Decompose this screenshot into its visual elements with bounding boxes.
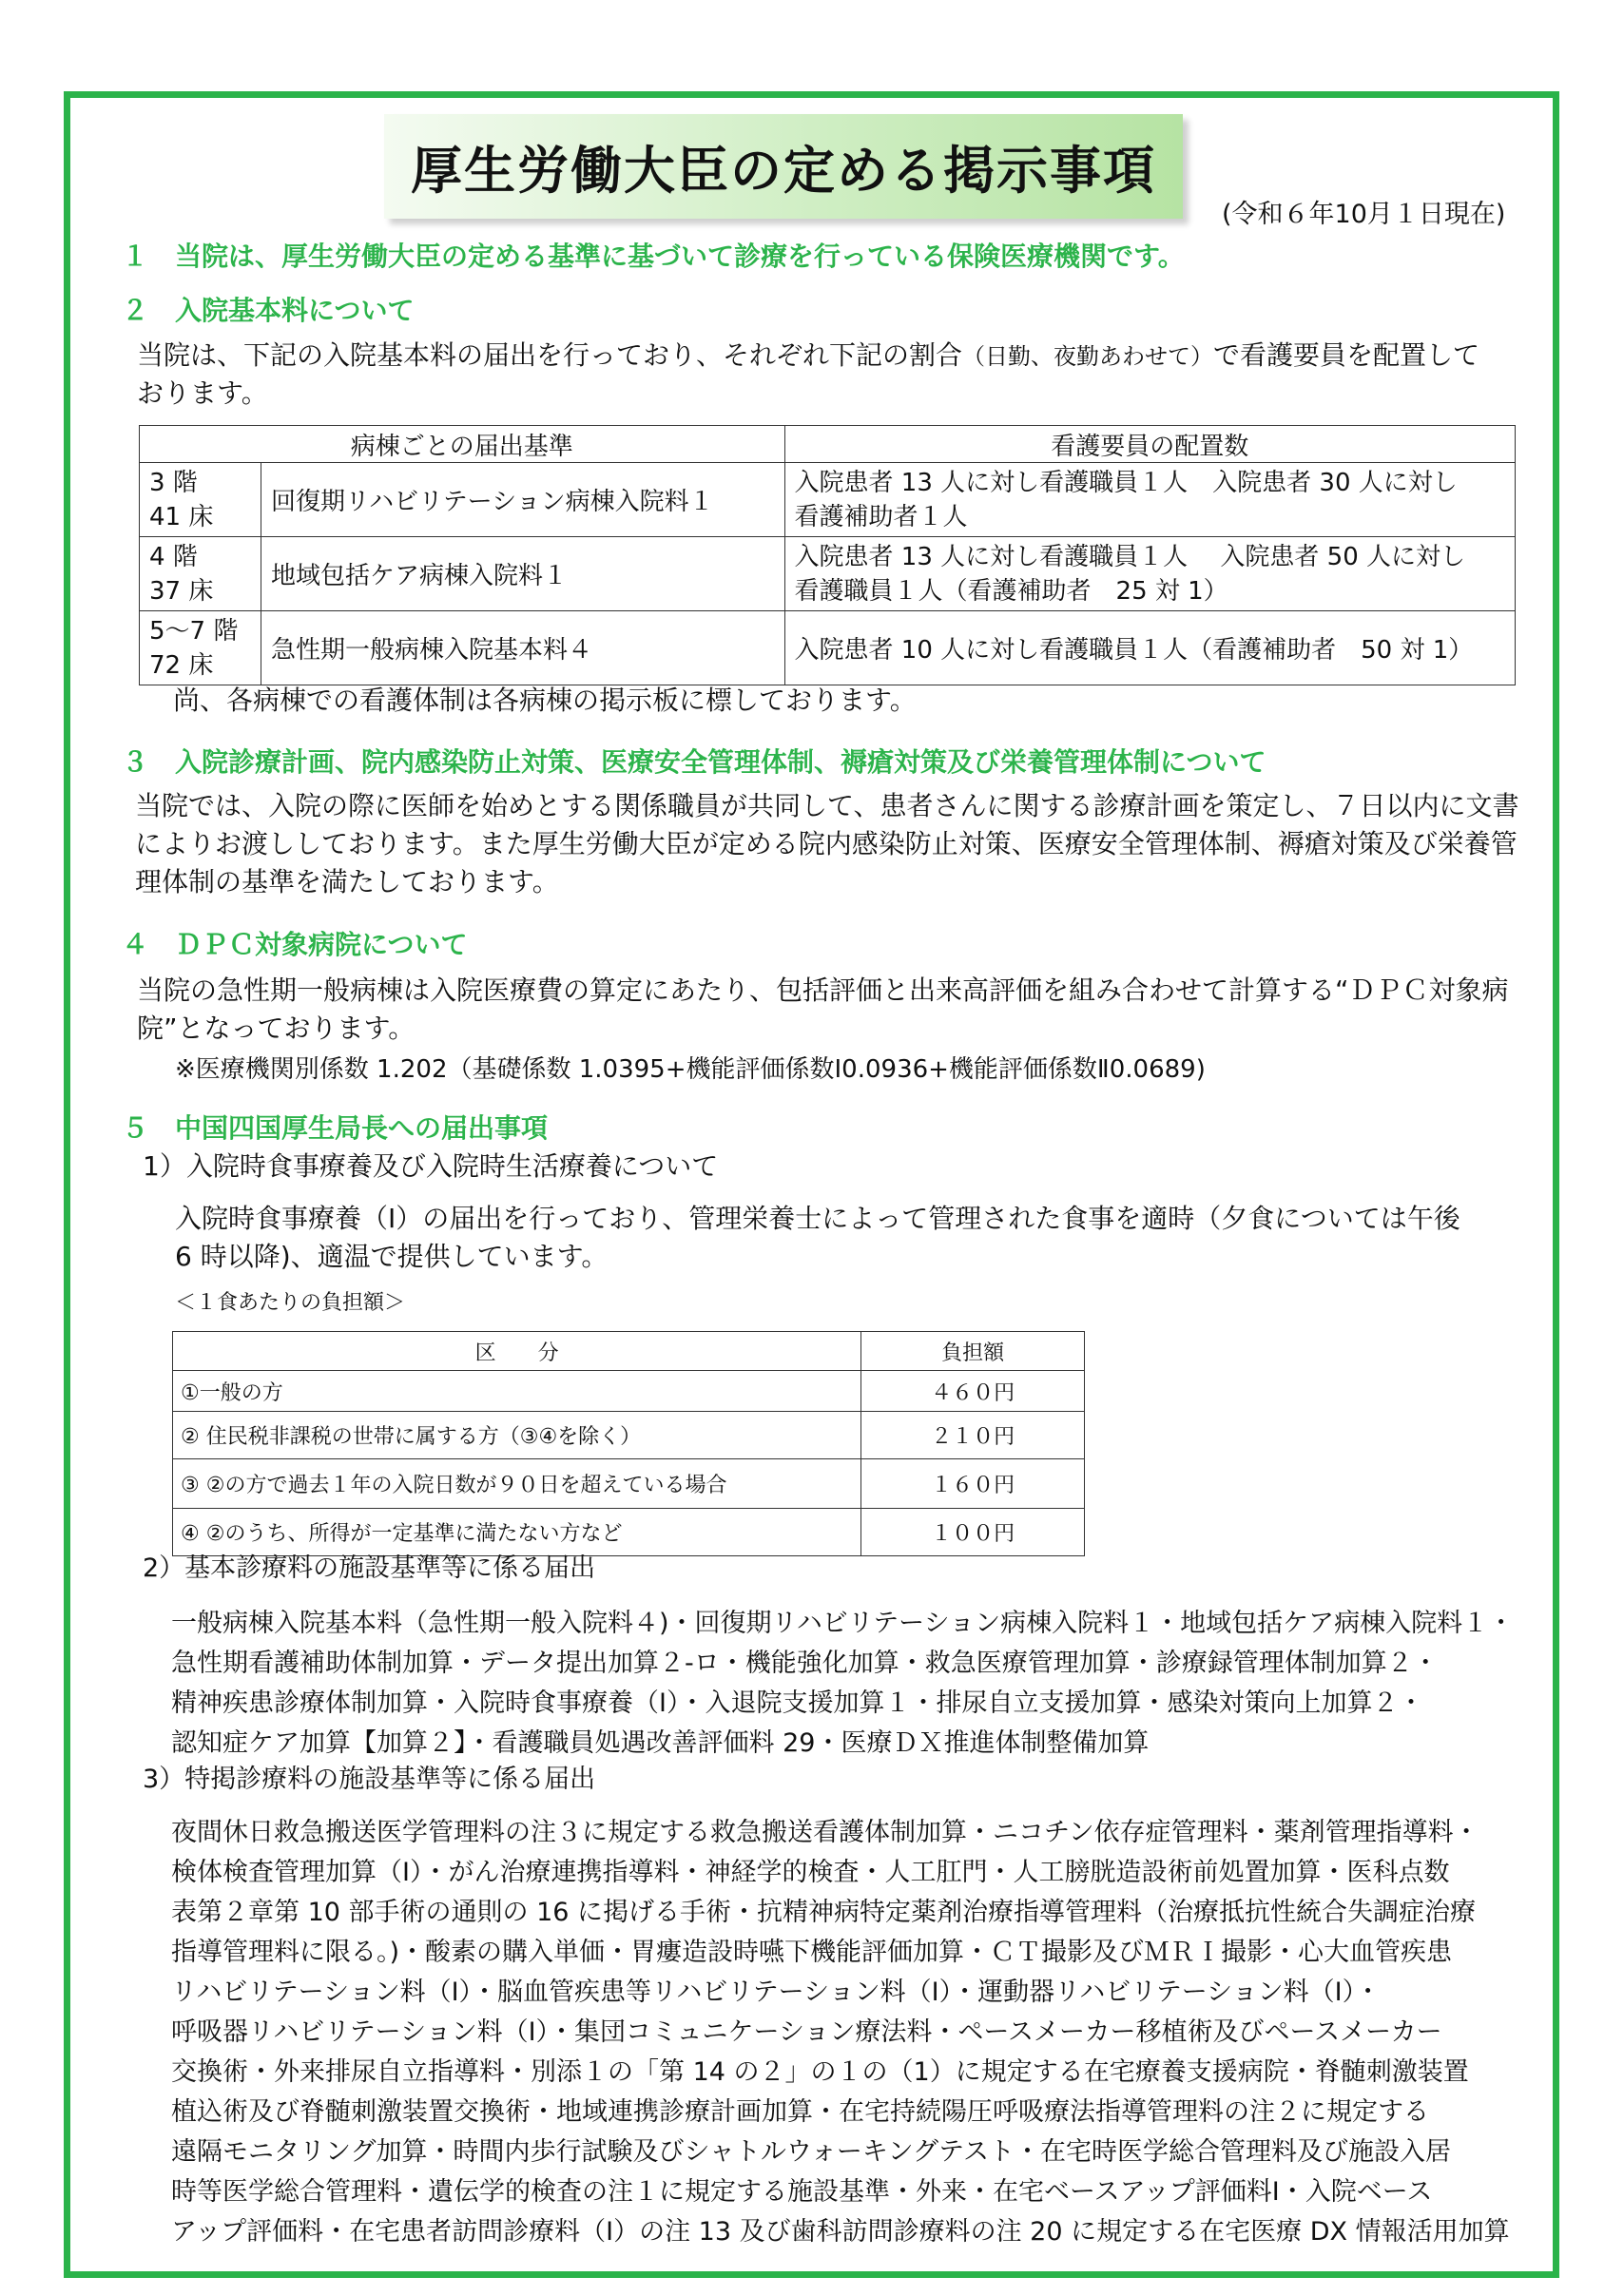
subsection-2-list: 一般病棟入院基本料（急性期一般入院料４)・回復期リハビリテーション病棟入院料１・地域包括ケア病棟入院料１・ 急性期看護補助体制加算・データ提出加算２-ロ・機能強化加算・救急医療管理加算・診療録管理体制加算２・ 精神疾患診療体制加算・入院時食事療養（Ⅰ）・入退院支援加算１・排尿自立支援加算・感染対策向上加算２・ 認知症ケア加算【加算２】・看護職員処遇改善評価料 29・医療ＤＸ推進体制整備加算 <box>171 1609 1515 1758</box>
table-row: ③ ②の方で過去１年の入院日数が９０日を超えている場合 １６０円 <box>173 1459 1085 1509</box>
title-banner <box>384 114 1183 219</box>
section-3-paragraph: 当院では、入院の際に医師を始めとする関係職員が共同して、患者さんに関する診療計画を策定し、７日以内に文書 によりお渡ししております。また厚生労働大臣が定める院内感染防止対策、医療安全管理体制、褥瘡対策及び栄養管 理体制の基準を満たしております。 <box>135 790 1519 897</box>
section-4-coefficient: ※医療機関別係数 1.202（基礎係数 1.0395+機能評価係数Ⅰ0.0936+機能評価係数Ⅱ0.0689) <box>175 1055 1206 1084</box>
section-4-paragraph: 当院の急性期一般病棟は入院医療費の算定にあたり、包括評価と出来高評価を組み合わせて計算する“ＤＰＣ対象病 院”となっております。 <box>137 974 1509 1044</box>
table-row: ④ ②のうち、所得が一定基準に満たない方など １００円 <box>173 1509 1085 1556</box>
meal-cost-table <box>172 1331 1085 1556</box>
section-5-heading: ５ 中国四国厚生局長への届出事項 <box>122 1112 549 1144</box>
ward-staffing-table <box>139 425 1516 685</box>
page-title: 厚生労働大臣の定める掲示事項 <box>411 140 1156 201</box>
meal-cost-caption: ＜１食あたりの負担額＞ <box>175 1291 406 1315</box>
table-header: 区 分 <box>173 1332 861 1371</box>
table-row: ② 住民税非課税の世帯に属する方（③④を除く） ２１０円 <box>173 1412 1085 1459</box>
subsection-1-paragraph: 入院時食事療養（Ⅰ）の届出を行っており、管理栄養士によって管理された食事を適時（夕食については午後 6 時以降)、適温で提供しています。 <box>175 1203 1460 1272</box>
section-2-heading: ２ 入院基本料について <box>122 295 415 326</box>
subsection-1-title: 1）入院時食事療養及び入院時生活療養について <box>143 1150 719 1182</box>
table-header: 病棟ごとの届出基準 <box>140 426 785 463</box>
subsection-3-list: 夜間休日救急搬送医学管理料の注３に規定する救急搬送看護体制加算・ニコチン依存症管理料・薬剤管理指導料・ 検体検査管理加算（Ⅰ）・がん治療連携指導料・神経学的検査・人工肛門・人工膀胱造設術前処置加算・医科点数 表第２章第 10 部手術の通則の 16 に掲げる手術・抗精神病特定薬剤治療指導管理料（治療抵抗性統合失調症治療 指導管理料に限る。)・酸素の購入単価・胃瘻造設時嚥下機能評価加算・ＣＴ撮影及びＭＲＩ撮影・心大血管疾患 リハビリテーション料（Ⅰ）・脳血管疾患等リハビリテーション料（Ⅰ）・運動器リハビリテーション料（Ⅰ）・ 呼吸器リハビリテーション料（Ⅰ）・集団コミュニケーション療法料・ペースメーカー移植術及びペースメーカー 交換術・外来排尿自立指導料・別添１の「第 14 の２」の１の（1）に規定する在宅療養支援病院・脊髄刺激装置 植込術及び脊髄刺激装置交換術・地域連携診療計画加算・在宅持続陽圧呼吸療法指導管理料の注２に規定する 遠隔モニタリング加算・時間内歩行試験及びシャトルウォーキングテスト・在宅時医学総合管理料及び施設入居 時等医学総合管理料・遺伝学的検査の注１に規定する施設基準・外来・在宅ベースアップ評価料Ⅰ・入院ベース アップ評価料・在宅患者訪問診療料（Ⅰ）の注 13 及び歯科訪問診療料の注 20 に規定する在宅医療 DX 情報活用加算 <box>171 1818 1510 2247</box>
section-2-paragraph: 当院は、下記の入院基本料の届出を行っており、それぞれ下記の割合（日勤、夜勤あわせて）で看護要員を配置して <box>137 339 1480 371</box>
section-3-heading: ３ 入院診療計画、院内感染防止対策、医療安全管理体制、褥瘡対策及び栄養管理体制について <box>122 746 1266 778</box>
subsection-3-title: 3）特掲診療料の施設基準等に係る届出 <box>143 1765 596 1794</box>
table-header: 負担額 <box>861 1332 1085 1371</box>
as-of-date: (令和６年10月１日現在) <box>1222 200 1506 229</box>
table-row: ①一般の方 ４６０円 <box>173 1371 1085 1412</box>
section-2-note: 尚、各病棟での看護体制は各病棟の掲示板に標しております。 <box>173 685 917 716</box>
table-header: 看護要員の配置数 <box>784 426 1515 463</box>
section-2-paragraph-cont: おります。 <box>137 377 268 409</box>
section-1-heading: １ 当院は、厚生労働大臣の定める基準に基づいて診療を行っている保険医療機関です。 <box>122 241 1185 272</box>
section-4-heading: ４ ＤＰＣ対象病院について <box>122 929 468 960</box>
table-row: 3 階 41 床 回復期リハビリテーション病棟入院料１ 入院患者 13 人に対し看護職員１人 入院患者 30 人に対し 看護補助者１人 <box>140 463 1516 537</box>
subsection-2-title: 2）基本診療料の施設基準等に係る届出 <box>143 1553 596 1583</box>
table-row: 5～7 階 72 床 急性期一般病棟入院基本料４ 入院患者 10 人に対し看護職員１人（看護補助者 50 対 1） <box>140 611 1516 685</box>
table-row: 4 階 37 床 地域包括ケア病棟入院料１ 入院患者 13 人に対し看護職員１人 入院患者 50 人に対し 看護職員１人（看護補助者 25 対 1） <box>140 537 1516 611</box>
